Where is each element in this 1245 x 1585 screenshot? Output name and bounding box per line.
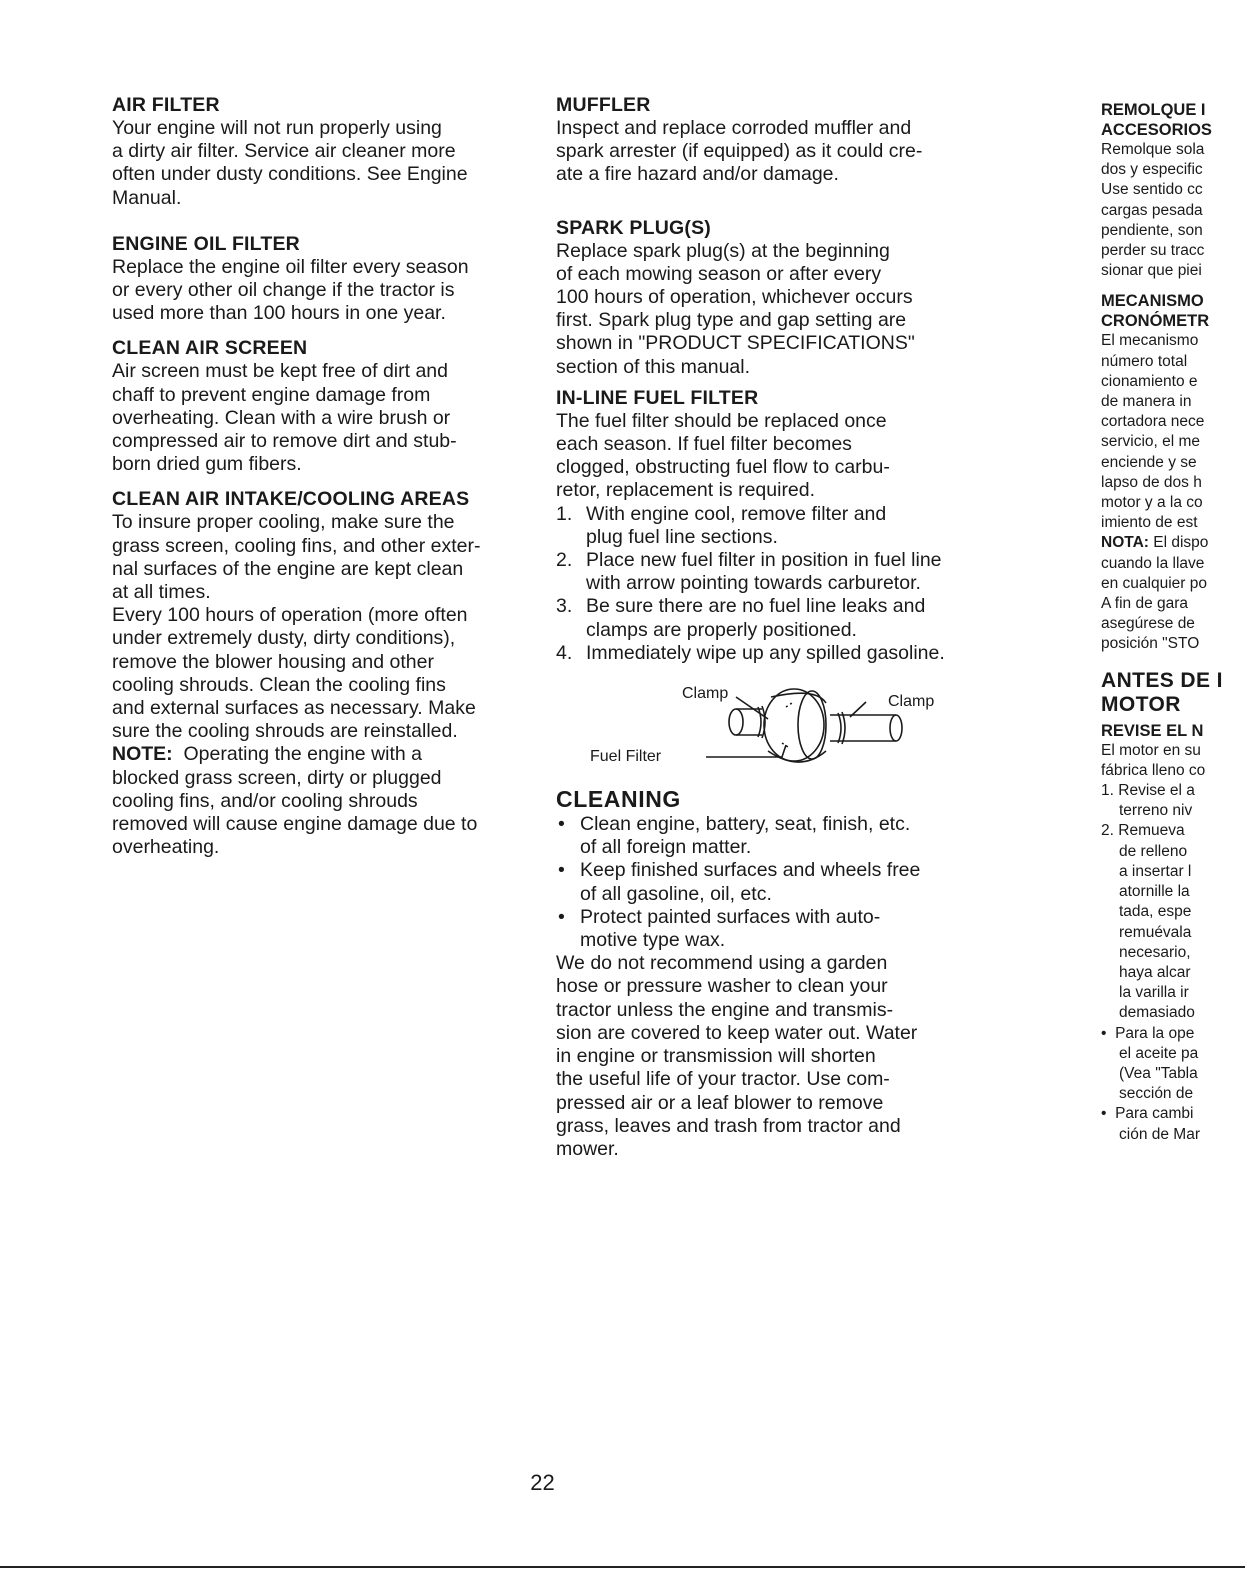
page-number: 22 (530, 1470, 555, 1495)
text-line: cionamiento e (1101, 372, 1198, 390)
text-line: spark arrester (if equipped) as it could cre- (556, 140, 923, 163)
list-item (556, 906, 981, 952)
fuel-filter-label: Fuel Filter (590, 748, 662, 766)
text-line: de relleno (1119, 842, 1188, 860)
text-line: dos y especific (1101, 161, 1203, 179)
text-line: sección de (1119, 1085, 1194, 1103)
step-text (586, 549, 942, 595)
text-line: hose or pressure washer to clean your (556, 975, 888, 998)
text-line: Remueva (1118, 822, 1185, 840)
text-line: Revise el a (1118, 782, 1195, 800)
step-text (586, 503, 886, 549)
list-item (1101, 1024, 1245, 1105)
text-line: We do not recommend using a garden (556, 952, 888, 975)
step-number: 1. (1101, 782, 1114, 800)
muffler-section (556, 94, 981, 187)
step-text (586, 642, 945, 665)
text-line: en cualquier po (1101, 574, 1207, 592)
text-line: (Vea "Tabla (1119, 1064, 1198, 1082)
muffler-text (556, 117, 981, 187)
bullet-icon: • (558, 905, 565, 928)
bullet-icon: • (1101, 1105, 1107, 1123)
fuel-filter-section (556, 387, 981, 777)
text-line: REMOLQUE I (1101, 101, 1206, 119)
text-line: ate a fire hazard and/or damage. (556, 163, 839, 186)
text-line: Manual. (112, 186, 182, 209)
list-item (556, 859, 981, 905)
clean-air-intake-heading: CLEAN AIR INTAKE/COOLING AREAS (112, 488, 470, 511)
text-line: Place new fuel filter in position in fuel line (586, 549, 942, 572)
text-line: El mecanismo (1101, 332, 1199, 350)
remolque-text (1101, 140, 1245, 281)
text-line: overheating. (112, 836, 220, 859)
clamp-right-label: Clamp (888, 693, 935, 711)
text-line: 100 hours of operation, whichever occurs (556, 286, 913, 309)
text-line: plug fuel line sections. (586, 525, 778, 548)
text-line: Inspect and replace corroded muffler and (556, 117, 912, 139)
text-line: cortadora nece (1101, 413, 1205, 431)
text-line: Para la ope (1115, 1024, 1195, 1042)
engine-oil-filter-text (112, 256, 532, 326)
text-line: ACCESORIOS (1101, 121, 1212, 139)
text-line: cargas pesada (1101, 201, 1203, 219)
text-line: Use sentido cc (1101, 181, 1203, 199)
text-line: Clean engine, battery, seat, finish, etc. (580, 813, 911, 836)
clean-air-screen-text (112, 360, 532, 476)
text-line: a insertar l (1119, 862, 1192, 880)
air-filter-text (112, 117, 532, 210)
mecanismo-text (1101, 331, 1245, 654)
text-line: each season. If fuel filter becomes (556, 433, 852, 456)
text-line: remove the blower housing and other (112, 650, 434, 673)
clean-air-intake-text (112, 511, 532, 859)
text-line: asegúrese de (1101, 615, 1195, 633)
text-line: and external surfaces as necessary. Make (112, 697, 476, 720)
text-line: first. Spark plug type and gap setting are (556, 309, 907, 332)
text-line: mower. (556, 1137, 619, 1160)
text-line: perder su tracc (1101, 242, 1205, 260)
text-line: motive type wax. (580, 929, 726, 952)
engine-oil-filter-heading: ENGINE OIL FILTER (112, 232, 300, 255)
text-line: of all gasoline, oil, etc. (580, 882, 772, 905)
list-item (556, 642, 981, 665)
text-line: El motor en su (1101, 741, 1201, 759)
cleaning-bullets (556, 813, 981, 952)
text-line: fábrica lleno co (1101, 761, 1206, 779)
remolque-section (1101, 100, 1245, 281)
text-line: Be sure there are no fuel line leaks and (586, 595, 926, 618)
antes-section (1101, 669, 1245, 1145)
middle-column (556, 94, 981, 1161)
text-line: tractor unless the engine and transmis- (556, 998, 894, 1021)
cleaning-section (556, 785, 981, 1161)
text-line: With engine cool, remove filter and (586, 502, 887, 525)
text-line: The fuel filter should be replaced once (556, 409, 887, 432)
mecanismo-heading (1101, 291, 1245, 331)
step-number: 3. (556, 595, 573, 618)
bottom-rule (0, 1566, 1245, 1568)
text-line: imiento de est (1101, 514, 1198, 532)
list-item (1101, 1104, 1245, 1144)
text-line: terreno niv (1119, 802, 1193, 820)
text-line: sionar que piei (1101, 262, 1202, 280)
note-label: NOTE: (112, 743, 173, 766)
text-line: overheating. Clean with a wire brush or (112, 406, 451, 429)
bullet-text (580, 813, 910, 859)
note-text: Operating the engine with a (183, 743, 423, 766)
bullet-icon: • (1101, 1024, 1107, 1042)
antes-text (1101, 741, 1245, 781)
text-line: Replace the engine oil filter every season (112, 255, 469, 278)
text-line: pendiente, son (1101, 221, 1203, 239)
text-line: ción de Mar (1119, 1125, 1200, 1143)
text-line: CRONÓMETR (1101, 312, 1210, 331)
text-line: blocked grass screen, dirty or plugged (112, 766, 442, 789)
list-item (1101, 821, 1245, 1023)
text-line: servicio, el me (1101, 433, 1201, 451)
text-line: of each mowing season or after every (556, 262, 882, 285)
text-line: MECANISMO (1101, 292, 1204, 311)
bullet-icon: • (558, 813, 565, 836)
list-item (556, 503, 981, 549)
antes-heading (1101, 669, 1245, 717)
list-item (1101, 781, 1245, 821)
text-line: Protect painted surfaces with auto- (580, 905, 881, 928)
air-filter-heading: AIR FILTER (112, 94, 220, 116)
text-line: the useful life of your tractor. Use com- (556, 1068, 890, 1091)
engine-oil-filter-section (112, 233, 532, 326)
cleaning-heading: CLEANING (556, 786, 681, 813)
text-line: de manera in (1101, 393, 1192, 411)
step-number: 2. (1101, 822, 1114, 840)
text-line: in engine or transmission will shorten (556, 1045, 876, 1068)
text-line: enciende y se (1101, 453, 1197, 471)
step-number: 2. (556, 549, 573, 572)
text-line: motor y a la co (1101, 494, 1203, 512)
text-line: under extremely dusty, dirty conditions), (112, 627, 456, 650)
spark-plugs-section (556, 217, 981, 379)
text-line: a dirty air filter. Service air cleaner more (112, 140, 456, 163)
text-line: Replace spark plug(s) at the beginning (556, 239, 890, 262)
step-text (586, 595, 925, 641)
text-line: clamps are properly positioned. (586, 618, 857, 641)
clean-air-intake-section (112, 488, 532, 859)
clean-air-screen-section (112, 337, 532, 476)
text-line: chaff to prevent engine damage from (112, 383, 431, 406)
text-line: Keep finished surfaces and wheels free (580, 859, 921, 882)
text-line: remuévala (1119, 923, 1192, 941)
text-line: sure the cooling shrouds are reinstalled. (112, 720, 458, 743)
text-line: cuando la llave (1101, 554, 1205, 572)
text-line: or every other oil change if the tractor is (112, 279, 455, 302)
text-line: shown in "PRODUCT SPECIFICATIONS" (556, 332, 915, 355)
list-item (556, 813, 981, 859)
left-column (112, 94, 532, 859)
text-line: removed will cause engine damage due to (112, 813, 478, 836)
text-line: used more than 100 hours in one year. (112, 302, 446, 325)
text-line: ANTES DE I (1101, 668, 1223, 692)
text-line: clogged, obstructing fuel flow to carbu- (556, 456, 890, 479)
text-line: demasiado (1119, 1004, 1195, 1022)
text-line: cooling fins, and/or cooling shrouds (112, 789, 418, 812)
text-line: número total (1101, 352, 1188, 370)
text-line: of all foreign matter. (580, 836, 752, 859)
text-line: section of this manual. (556, 355, 751, 378)
text-line: tada, espe (1119, 903, 1192, 921)
bullet-text (580, 906, 880, 952)
fuel-filter-heading: IN-LINE FUEL FILTER (556, 386, 759, 409)
spark-plugs-text (556, 240, 981, 379)
text-line: retor, replacement is required. (556, 479, 816, 502)
mecanismo-section (1101, 291, 1245, 654)
text-line: MOTOR (1101, 692, 1181, 716)
text-line: at all times. (112, 581, 211, 604)
antes-subheading: REVISE EL N (1101, 721, 1204, 740)
text-line: Every 100 hours of operation (more often (112, 604, 468, 627)
note-label: NOTA: (1101, 534, 1149, 552)
text-line: posición "STO (1101, 635, 1200, 653)
list-item (556, 549, 981, 595)
text-line: grass, leaves and trash from tractor and (556, 1114, 901, 1137)
antes-steps (1101, 781, 1245, 1145)
text-line: Remolque sola (1101, 141, 1205, 158)
text-line: with arrow pointing towards carburetor. (586, 572, 921, 595)
note-text: El dispo (1153, 534, 1209, 552)
text-line: often under dusty conditions. See Engine (112, 163, 468, 186)
text-line: cooling shrouds. Clean the cooling fins (112, 673, 446, 696)
text-line: nal surfaces of the engine are kept clean (112, 557, 464, 580)
step-number: 4. (556, 641, 573, 664)
right-column-spanish (1101, 100, 1245, 1145)
text-line: A fin de gara (1101, 595, 1189, 613)
text-line: sion are covered to keep water out. Water (556, 1021, 918, 1044)
text-line: la varilla ir (1119, 984, 1189, 1002)
fuel-filter-text (556, 410, 981, 503)
clean-air-screen-heading: CLEAN AIR SCREEN (112, 337, 308, 360)
text-line: lapso de dos h (1101, 473, 1202, 491)
text-line: grass screen, cooling fins, and other exter- (112, 534, 481, 557)
spark-plugs-heading: SPARK PLUG(S) (556, 216, 711, 239)
clamp-left-label: Clamp (682, 685, 729, 703)
text-line: haya alcar (1119, 963, 1191, 981)
step-number: 1. (556, 502, 573, 525)
text-line: el aceite pa (1119, 1044, 1199, 1062)
text-line: necesario, (1119, 943, 1191, 961)
air-filter-section (112, 94, 532, 210)
text-line: Immediately wipe up any spilled gasoline. (586, 641, 945, 664)
fuel-filter-steps (556, 503, 981, 665)
text-line: Para cambi (1115, 1105, 1194, 1123)
muffler-heading: MUFFLER (556, 94, 651, 116)
text-line: atornille la (1119, 883, 1190, 901)
bullet-text (580, 859, 920, 905)
remolque-heading (1101, 100, 1245, 140)
list-item (556, 595, 981, 641)
cleaning-text (556, 952, 981, 1161)
text-line: pressed air or a leaf blower to remove (556, 1091, 884, 1114)
text-line: Your engine will not run properly using (112, 117, 442, 139)
text-line: To insure proper cooling, make sure the (112, 511, 455, 534)
bullet-icon: • (558, 859, 565, 882)
fuel-filter-illustration (586, 685, 966, 777)
text-line: Air screen must be kept free of dirt and (112, 360, 448, 383)
text-line: compressed air to remove dirt and stub- (112, 430, 457, 453)
text-line: born dried gum fibers. (112, 453, 302, 476)
